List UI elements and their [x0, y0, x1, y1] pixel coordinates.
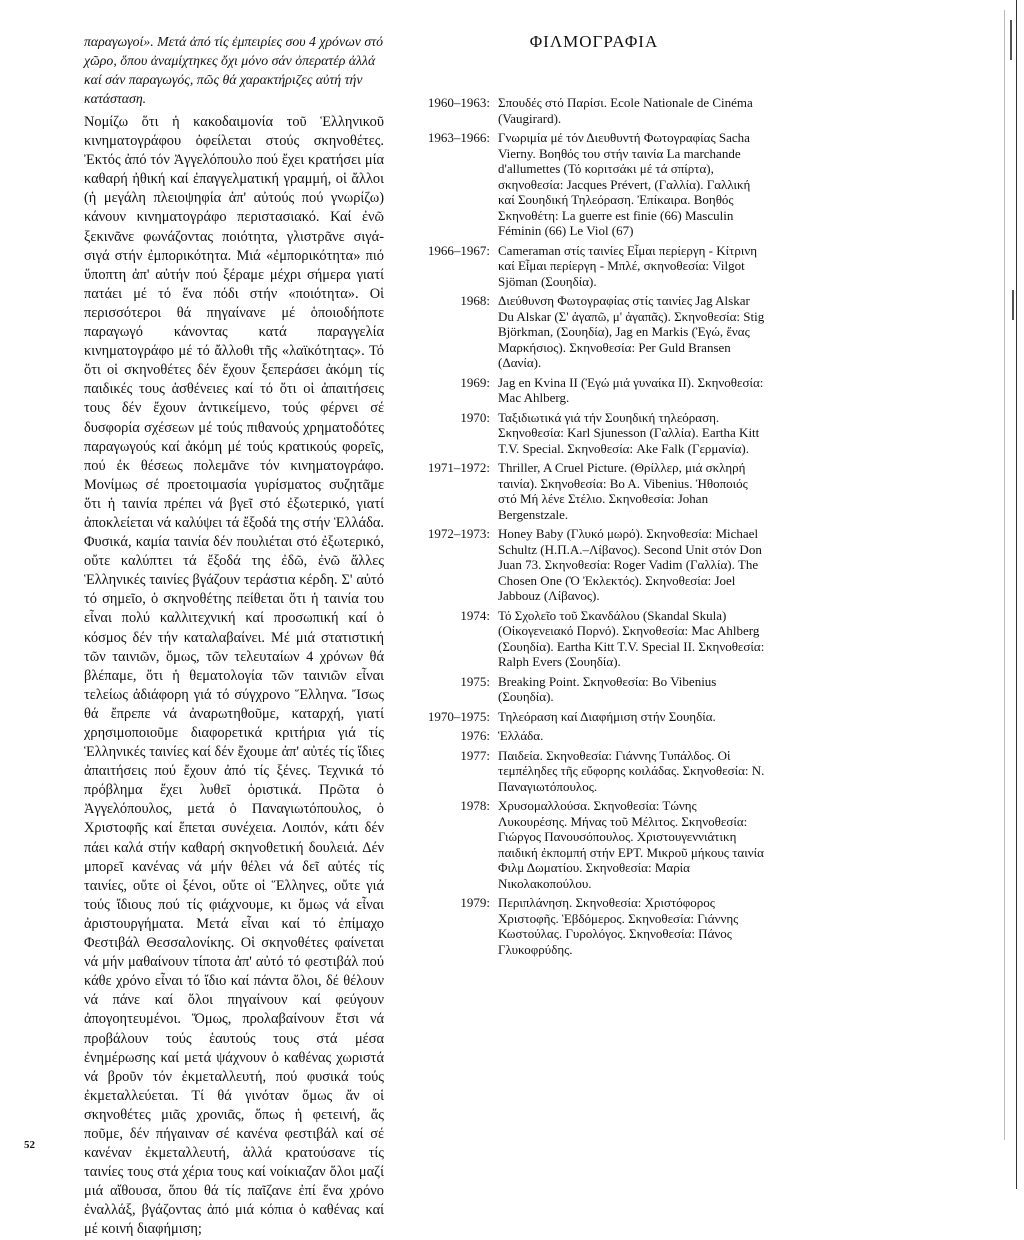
entry-description: Χρυσομαλλούσα. Σκηνοθεσία: Τώνης Λυκουρέσης. Μήνας τοῦ Μέλιτος. Σκηνοθεσία: Γιώργος Πανουσόπουλος. Χριστουγεννιάτικη παιδική ἐκπομπή στήν ΕΡΤ. Μικροῦ μήκους ταινία Φιλμ Δωματίου. Σκηνοθεσία: Μαρία Νικολακοπούλου. [498, 798, 764, 891]
entry-year: 1968: [460, 293, 490, 308]
entry-description: Cameraman στίς ταινίες Εἶμαι περίεργη - Κίτρινη καί Εἶμαι περίεργη - Μπλέ, σκηνοθεσία: Vilgot Sjöman (Σουηδία). [498, 242, 758, 289]
filmography-entry [394, 608, 794, 670]
entry-year: 1975: [460, 673, 490, 689]
filmography-entry [394, 410, 794, 457]
filmography-entry [394, 748, 794, 795]
scan-edge-line [1004, 10, 1005, 1140]
filmography-entry [394, 243, 794, 290]
filmography-entry [394, 674, 794, 705]
entry-description: Jag en Kvina II (Ἐγώ μιά γυναίκα II). Σκηνοθεσία: Mac Ahlberg. [498, 374, 764, 405]
entry-description: Γνωριμία μέ τόν Διευθυντή Φωτογραφίας Sacha Vierny. Βοηθός του στήν ταινία La marchande d'allumettes (Τό κοριτσάκι μέ τά σπίρτα), σκηνοθεσία: Jacques Prévert, (Γαλλία). Γαλλική καί Σουηδική Τηλεόραση. Ἐπίκαιρα. Βοηθός Σκηνοθέτη: La guerre est finie (66) Masculin Féminin (66) Le Viol (67) [498, 130, 751, 238]
entry-year: 1969: [460, 374, 490, 390]
filmography-entry [394, 130, 794, 239]
entry-year: 1972–1973: [427, 526, 490, 541]
entry-description: Thriller, A Cruel Picture. (Θρίλλερ, μιά σκληρή ταινία). Σκηνοθεσία: Bo A. Vibenius. Ἠθοποιός στό Μή λένε Στέλιο. Σκηνοθεσία: Johan Bergenstzale. [498, 460, 748, 522]
entry-year: 1966–1967: [427, 242, 490, 258]
entry-year: 1970: [460, 409, 490, 425]
filmography-entry [394, 798, 794, 891]
entry-year: 1970–1975: [427, 708, 490, 724]
scan-mark [1012, 290, 1014, 320]
entry-description: Honey Baby (Γλυκό μωρό). Σκηνοθεσία: Michael Schultz (Η.Π.Α.–Λίβανος). Second Unit στόν Don Juan 73. Σκηνοθεσία: Roger Vadim (Γαλλία). The Chosen One (Ὁ Ἐκλεκτός). Σκηνοθεσία: Joel Jabbouz (Λίβανος). [498, 526, 762, 603]
entry-year: 1974: [460, 607, 490, 623]
entry-year: 1971–1972: [427, 460, 490, 475]
entry-description: Breaking Point. Σκηνοθεσία: Bo Vibenius (Σουηδία). [498, 673, 717, 704]
filmography-entry [394, 460, 794, 522]
scan-edge-line [1016, 0, 1017, 1189]
entry-year: 1963–1966: [427, 130, 490, 145]
entry-year: 1979: [460, 895, 490, 910]
interview-column [84, 32, 384, 1240]
entry-description: Ταξιδιωτικά γιά τήν Σουηδική τηλεόραση. Σκηνοθεσία: Karl Sjunesson (Γαλλία). Eartha Kitt T.V. Special. Σκηνοθεσία: Ake Falk (Γερμανία). [498, 409, 760, 456]
filmography-entry [394, 293, 794, 371]
filmography-column [394, 32, 794, 961]
entry-description: Σπουδές στό Παρίσι. Ecole Nationale de Cinéma (Vaugirard). [498, 95, 753, 126]
filmography-entry [394, 526, 794, 604]
entry-year: 1960–1963: [427, 95, 490, 110]
entry-description: Τηλεόραση καί Διαφήμιση στήν Σουηδία. [498, 708, 716, 724]
entry-year: 1976: [460, 728, 490, 743]
filmography-entry [394, 895, 794, 957]
filmography-entry [394, 728, 794, 744]
filmography-title: ΦΙΛΜΟΓΡΑΦΙΑ [529, 32, 659, 51]
entry-year: 1977: [460, 747, 490, 763]
filmography-entry [394, 709, 794, 725]
filmography-entry [394, 95, 794, 126]
interview-answer: Νομίζω ὅτι ἡ κακοδαιμονία τοῦ Ἑλληνικοῦ κινηματογράφου ὀφείλεται στούς σκηνοθέτες. Ἐκτός ἀπό τόν Ἀγγελόπουλο πού ἔχει κρατήσει μία καθαρή ἠθική καί ἐπαγγελματική γραμμή, οἱ ἄλλοι (ἡ μεγάλη πλειοψηφία ἀπ' αὐτούς πού γνωρίζω) κάνουν κινηματογράφο περιστασιακό. Καί ἐνῶ ξεκινᾶνε φωνάζοντας ποιότητα, γλιστρᾶνε σιγά-σιγά στήν ἐμπορικότητα. Μιά «ἐμπορικότητα» πιό ὕποπτη ἀπ' αὐτήν πού ξέραμε μέχρι σήμερα γιατί πατάει μέ τό ἕνα πόδι στήν «ποιότητα». Οἱ περισσότεροι θά πηγαίνανε μέ ὁποιοδήποτε παραγωγό κάνοντας κατά παραγγελία κινηματογράφο μέ τό ἄλλοθι τῆς «λαϊκότητας». Τό ὅτι οἱ σκηνοθέτες δέν ἔχουν ξεπεράσει ἀκόμη τίς παιδικές τους ἀσθένειες καί τό ὅτι οἱ ἀπαιτήσεις τους δέν ἔχουν ἀντικείμενο, τούς φέρνει σέ δυσφορία σχέσεων μέ τούς πιθανούς χρηματοδότες παραγωγούς καί ἀκόμη μέ τούς κρατικούς φορεῖς, πού ἐκ θέσεως πολεμᾶνε τόν κινηματογράφο. Μονίμως σέ προετοιμασία γυρίσματος συζητᾶμε ὅτι ἡ ταινία πρέπει νά βγεῖ στό ἐξωτερικό, γιατί ἀποκλείεται νά καλύψει τά ἔξοδά της στήν Ἑλλάδα. Φυσικά, καμία ταινία δέν πουλιέται στό ἐξωτερικό, οὔτε καλύπτει τά ἔξοδά της ἐδῶ, ἐνῶ ἄλλες Ἑλληνικές ταινίες βγάζουν τεράστια κέρδη. Σ' αὐτό τό σημεῖο, ὁ σκηνοθέτης πείθεται ὅτι ἡ ταινία του εἶναι πολύ καλλιτεχνική καί προσωπική καί ὁ κόσμος δέν τήν καταλαβαίνει. Μέ μιά στατιστική τῶν ταινιῶν, ὅμως, τῶν τελευταίων 4 χρόνων θά βλέπαμε, ὅτι ἡ θεματολογία τῶν ταινιῶν εἶναι τελείως ἀδιάφορη γιά τό σύγχρονο Ἕλληνα. Ἴσως θά ἔπρεπε νά ἀναρωτηθοῦμε, καταρχή, γιατί χρησιμοποιοῦμε διαφορετικά κριτήρια γιά τίς Ἑλληνικές ταινίες καί δέν ἔχουμε ἀπ' αὐτές τίς ἴδιες ἀπαιτήσεις πού ἔχουν ἀπό τίς ξένες. Τεχνικά τό πρόβλημα ἔχει λυθεῖ ὁριστικά. Πρῶτα ὁ Ἀγγελόπουλος, μετά ὁ Παναγιωτόπουλος, ὁ Χριστοφῆς καί ἕπεται συνέχεια. Λοιπόν, κάτι δέν πάει καλά στήν καθαρή σκηνοθετική δουλειά. Δέν μπορεῖ κανένας νά μήν θέλει νά δεῖ αὐτές τίς ταινίες, οὔτε οἱ ξένοι, οὔτε οἱ Ἕλληνες, οὔτε γιά τούς ἴδιους πού τίς φιάχνουμε, κι ὅμως νά εἶναι ἀριστουργήματα. Μετά εἶναι καί τό ἐπίμαχο Φεστιβάλ Θεσσαλονίκης. Οἱ σκηνοθέτες φαίνεται νά μήν μαθαίνουν τίποτα ἀπ' αὐτό τό φεστιβάλ πού κάθε χρόνο εἶναι τό ἴδιο καί πάντα ὅλοι, δέ θέλουν νά πάνε καί ὅλοι πηγαίνουν καί φεύγουν ἀπογοητευμένοι. Ὅμως, προλαβαίνουν ἔτσι νά προβάλουν τούς ἑαυτούς τους στά μέσα ἐνημέρωσης καί μετά ψάχνουν ὁ καθένας χωριστά νά βροῦν τόν ἐκμεταλλευτή, πού φυσικά τούς ἐκμεταλλεύεται. Τί θά γινόταν ὅμως ἄν οἱ σκηνοθέτες μιᾶς χρονιᾶς, ὅπως ἡ φετεινή, ἄς ποῦμε, δέν πήγαιναν σέ κανένα φεστιβάλ καί σέ κανέναν ἐκμεταλλευτή, ἀλλά κρατούσανε τίς ταινίες τους στά χέρια τους καί νοίκιαζαν ὅλοι μαζί μιά αἴθουσα, ὅπου θά τίς παῖζανε ἐπί ἕνα χρόνο ἐναλλάξ, βγάζοντας ἀπό μιά κόπια ὁ καθένας καί μέ κοινή διαφήμιση; [84, 114, 384, 1238]
entry-description: Ἑλλάδα. [498, 728, 544, 743]
scan-mark [1010, 20, 1012, 60]
entry-description: Διεύθυνση Φωτογραφίας στίς ταινίες Jag Alskar Du Alskar (Σ' ἀγαπῶ, μ' ἀγαπᾶς). Σκηνοθεσία: Stig Björkman, (Σουηδία), Jag en Markis (Ἐγώ, ἕνας Μαρκήσιος). Σκηνοθεσία: Per Guld Bransen (Δανία). [498, 293, 765, 370]
entry-description: Περιπλάνηση. Σκηνοθεσία: Χριστόφορος Χριστοφῆς. Ἑβδόμερος. Σκηνοθεσία: Γιάννης Κωστούλας. Γυρολόγος. Σκηνοθεσία: Πάνος Γλυκοφρύδης. [498, 895, 739, 957]
filmography-entry [394, 375, 794, 406]
entry-description: Τό Σχολεῖο τοῦ Σκανδάλου (Skandal Skula) (Οἰκογενειακό Πορνό). Σκηνοθεσία: Mac Ahlberg (Σουηδία). Eartha Kitt T.V. Special II. Σκηνοθεσία: Ralph Evers (Σουηδία). [498, 607, 765, 669]
page-number: 52 [24, 1139, 35, 1151]
entry-description: Παιδεία. Σκηνοθεσία: Γιάννης Τυπάλδος. Οἱ τεμπέληδες τῆς εὔφορης κοιλάδας. Σκηνοθεσία: Ν. Παναγιωτόπουλος. [498, 747, 765, 794]
filmography-list [394, 95, 794, 957]
interview-question: παραγωγοί». Μετά ἀπό τίς ἐμπειρίες σου 4 χρόνων στό χῶρο, ὅπου ἀναμίχτηκες ὄχι μόνο σάν ὀπερατέρ ἀλλά καί σάν παραγωγός, πῶς θά χαρακτήριζες αὐτή τήν κατάσταση. [84, 34, 384, 106]
entry-year: 1978: [460, 798, 490, 813]
